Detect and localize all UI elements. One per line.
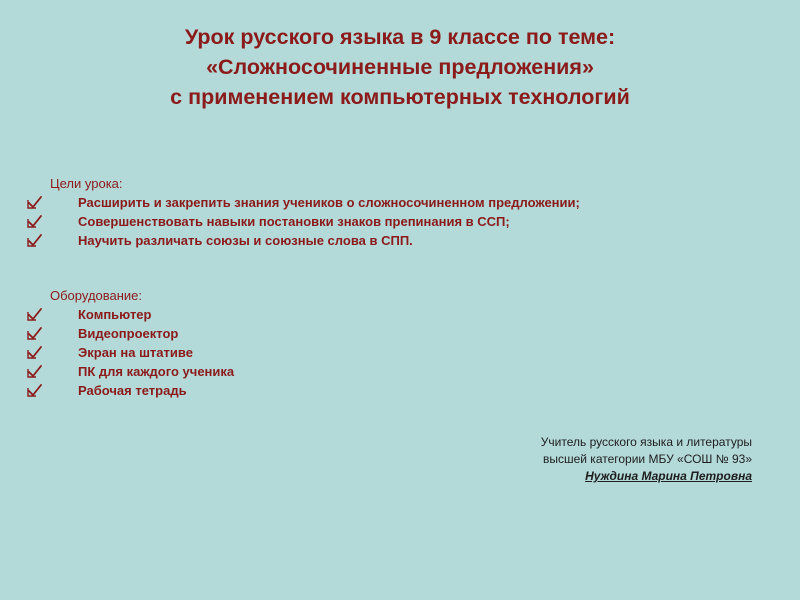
goals-item (24, 212, 580, 231)
checkmark-icon (24, 324, 50, 343)
teacher-name: Нуждина Марина Петровна (585, 469, 752, 483)
teacher-signature (541, 434, 752, 485)
equipment-item (24, 324, 234, 343)
signature-line-1: Учитель русского языка и литературы (540, 435, 752, 449)
checkmark-icon (24, 193, 50, 212)
signature-line-2: высшей категории МБУ «СОШ № 93» (542, 452, 752, 466)
title-line-3: с применением компьютерных технологий (170, 85, 630, 109)
equipment-item (24, 362, 234, 381)
goals-item (24, 193, 580, 212)
equipment-item-text: Видеопроектор (78, 326, 179, 341)
goals-heading: Цели урока: (50, 176, 123, 191)
goals-item-text: Совершенствовать навыки постановки знаков препинания в ССП; (78, 214, 510, 229)
equipment-item (24, 381, 234, 400)
title-line-2: «Сложносочиненные предложения» (206, 55, 594, 79)
goals-section (24, 174, 580, 250)
checkmark-icon (24, 231, 50, 250)
equipment-section (24, 286, 234, 400)
equipment-item (24, 343, 234, 362)
goals-item-text: Научить различать союзы и союзные слова в СПП. (78, 233, 413, 248)
equipment-item (24, 305, 234, 324)
equipment-item-text: Экран на штативе (78, 345, 193, 360)
slide-title (0, 22, 800, 112)
goals-item (24, 231, 580, 250)
checkmark-icon (24, 305, 50, 324)
checkmark-icon (24, 362, 50, 381)
equipment-heading: Оборудование: (50, 288, 143, 303)
equipment-item-text: ПК для каждого ученика (78, 364, 235, 379)
equipment-item-text: Компьютер (78, 307, 152, 322)
title-line-1: Урок русского языка в 9 классе по теме: (184, 25, 616, 49)
checkmark-icon (24, 212, 50, 231)
equipment-item-text: Рабочая тетрадь (78, 383, 187, 398)
checkmark-icon (24, 381, 50, 400)
goals-item-text: Расширить и закрепить знания учеников о сложносочиненном предложении; (78, 195, 580, 210)
checkmark-icon (24, 343, 50, 362)
